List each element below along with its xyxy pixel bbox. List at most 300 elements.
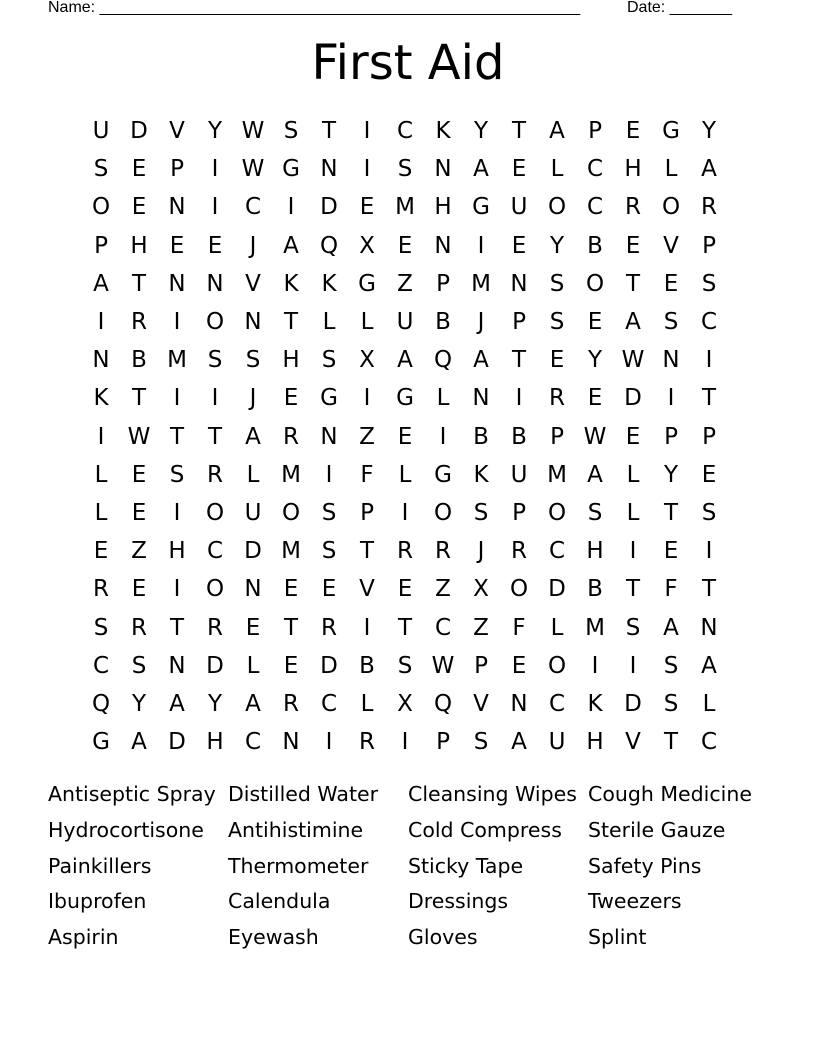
grid-letter: H xyxy=(624,156,642,183)
grid-letter: O xyxy=(585,270,605,297)
grid-letter: I xyxy=(515,385,523,412)
word-list-item: Distilled Water xyxy=(228,782,379,806)
grid-letter: E xyxy=(701,461,717,488)
grid-letter: K xyxy=(587,690,603,717)
grid-letter: I xyxy=(211,194,219,221)
grid-row xyxy=(82,647,728,685)
grid-letter: T xyxy=(131,385,147,412)
grid-letter: I xyxy=(363,614,371,641)
grid-letter: E xyxy=(93,538,109,565)
grid-letter: I xyxy=(97,423,105,450)
grid-letter: N xyxy=(206,270,224,297)
grid-letter: P xyxy=(436,270,450,297)
grid-letter: Z xyxy=(359,423,375,450)
grid-letter: L xyxy=(436,385,450,412)
word-list-item: Antihistimine xyxy=(228,817,364,842)
grid-letter: Q xyxy=(91,690,111,717)
grid-letter: I xyxy=(211,156,219,183)
grid-letter: E xyxy=(511,652,527,679)
grid-letter: O xyxy=(281,499,301,526)
grid-letter: J xyxy=(477,309,485,336)
grid-letter: B xyxy=(473,423,489,450)
grid-letter: D xyxy=(624,385,642,412)
word-list-item: Thermometer xyxy=(228,853,369,878)
grid-letter: E xyxy=(131,194,147,221)
grid-letter: E xyxy=(587,385,603,412)
grid-letter: L xyxy=(246,461,260,488)
grid-letter: G xyxy=(662,118,680,145)
grid-letter: G xyxy=(396,385,414,412)
grid-letter: S xyxy=(473,729,489,756)
grid-letter: A xyxy=(701,652,717,679)
grid-letter: O xyxy=(661,194,681,221)
grid-letter: E xyxy=(207,232,223,259)
grid-letter: L xyxy=(550,156,564,183)
grid-letter: L xyxy=(94,499,108,526)
grid-letter: W xyxy=(241,118,265,145)
grid-letter: Z xyxy=(473,614,489,641)
grid-letter: I xyxy=(363,156,371,183)
grid-letter: T xyxy=(625,576,641,603)
grid-letter: O xyxy=(547,499,567,526)
grid-letter: N xyxy=(434,156,452,183)
grid-letter: Y xyxy=(131,690,147,717)
grid-row xyxy=(82,341,728,379)
grid-letter: F xyxy=(664,576,678,603)
grid-letter: B xyxy=(435,309,451,336)
grid-letter: W xyxy=(621,347,645,374)
grid-letter: C xyxy=(548,538,566,565)
grid-letter: M xyxy=(585,614,605,641)
grid-letter: M xyxy=(167,347,187,374)
grid-letter: G xyxy=(472,194,490,221)
grid-letter: S xyxy=(207,347,223,374)
grid-letter: I xyxy=(173,576,181,603)
grid-letter: T xyxy=(397,614,413,641)
grid-letter: I xyxy=(211,385,219,412)
grid-letter: I xyxy=(477,232,485,259)
grid-letter: I xyxy=(363,385,371,412)
word-list-item: Cough Medicine xyxy=(588,782,752,806)
grid-letter: E xyxy=(397,423,413,450)
word-list-item: Hydrocortisone xyxy=(48,817,204,842)
grid-letter: C xyxy=(586,194,604,221)
grid-letter: B xyxy=(587,576,603,603)
grid-letter: E xyxy=(283,385,299,412)
grid-letter: Y xyxy=(207,118,223,145)
grid-letter: N xyxy=(168,270,186,297)
grid-letter: N xyxy=(282,729,300,756)
grid-letter: S xyxy=(549,270,565,297)
grid-letter: T xyxy=(207,423,223,450)
letter-grid xyxy=(82,112,728,761)
grid-letter: N xyxy=(472,385,490,412)
grid-letter: L xyxy=(626,461,640,488)
grid-letter: I xyxy=(173,385,181,412)
grid-letter: L xyxy=(550,614,564,641)
grid-letter: N xyxy=(244,576,262,603)
grid-row xyxy=(82,112,728,150)
grid-letter: S xyxy=(131,652,147,679)
grid-letter: A xyxy=(473,347,489,374)
grid-letter: I xyxy=(629,652,637,679)
grid-letter: M xyxy=(281,461,301,488)
grid-letter: M xyxy=(471,270,491,297)
grid-letter: H xyxy=(586,538,604,565)
grid-letter: S xyxy=(321,347,337,374)
grid-letter: H xyxy=(282,347,300,374)
grid-letter: M xyxy=(547,461,567,488)
grid-letter: I xyxy=(173,309,181,336)
grid-letter: S xyxy=(283,118,299,145)
grid-letter: R xyxy=(207,461,223,488)
grid-letter: B xyxy=(511,423,527,450)
grid-letter: S xyxy=(701,270,717,297)
grid-letter: E xyxy=(625,118,641,145)
grid-letter: U xyxy=(548,729,566,756)
grid-letter: R xyxy=(549,385,565,412)
grid-letter: O xyxy=(509,576,529,603)
grid-letter: E xyxy=(169,232,185,259)
grid-letter: S xyxy=(321,499,337,526)
grid-letter: Y xyxy=(701,118,717,145)
grid-letter: T xyxy=(511,347,527,374)
grid-letter: K xyxy=(435,118,451,145)
grid-letter: H xyxy=(586,729,604,756)
grid-letter: J xyxy=(477,538,485,565)
grid-letter: Z xyxy=(435,576,451,603)
grid-letter: G xyxy=(92,729,110,756)
grid-letter: N xyxy=(168,652,186,679)
grid-letter: O xyxy=(547,652,567,679)
grid-letter: S xyxy=(549,309,565,336)
word-list-item: Splint xyxy=(588,925,647,950)
grid-letter: P xyxy=(664,423,678,450)
grid-letter: P xyxy=(702,232,716,259)
grid-letter: C xyxy=(244,729,262,756)
grid-letter: K xyxy=(473,461,489,488)
grid-letter: U xyxy=(92,118,110,145)
grid-letter: S xyxy=(397,156,413,183)
grid-letter: L xyxy=(664,156,678,183)
grid-letter: T xyxy=(663,499,679,526)
grid-letter: A xyxy=(93,270,109,297)
grid-letter: O xyxy=(547,194,567,221)
grid-letter: S xyxy=(245,347,261,374)
grid-letter: V xyxy=(473,690,489,717)
grid-letter: X xyxy=(473,576,489,603)
grid-letter: R xyxy=(283,690,299,717)
grid-letter: K xyxy=(321,270,337,297)
grid-letter: I xyxy=(705,538,713,565)
grid-letter: S xyxy=(663,690,679,717)
grid-letter: H xyxy=(130,232,148,259)
grid-letter: T xyxy=(283,309,299,336)
grid-letter: L xyxy=(626,499,640,526)
grid-letter: R xyxy=(511,538,527,565)
grid-letter: N xyxy=(510,690,528,717)
grid-letter: B xyxy=(131,347,147,374)
grid-letter: D xyxy=(548,576,566,603)
grid-letter: A xyxy=(663,614,679,641)
grid-row xyxy=(82,150,728,188)
grid-letter: C xyxy=(396,118,414,145)
grid-letter: G xyxy=(320,385,338,412)
grid-row xyxy=(82,227,728,265)
grid-letter: E xyxy=(663,538,679,565)
grid-letter: N xyxy=(320,156,338,183)
grid-letter: E xyxy=(663,270,679,297)
grid-row xyxy=(82,608,728,646)
grid-letter: N xyxy=(434,232,452,259)
grid-letter: A xyxy=(169,690,185,717)
grid-row xyxy=(82,570,728,608)
grid-letter: P xyxy=(94,232,108,259)
grid-letter: N xyxy=(510,270,528,297)
grid-letter: Q xyxy=(433,347,453,374)
grid-letter: D xyxy=(624,690,642,717)
word-list-item: Calendula xyxy=(228,889,331,914)
grid-letter: I xyxy=(401,499,409,526)
grid-letter: T xyxy=(283,614,299,641)
grid-letter: S xyxy=(701,499,717,526)
grid-row xyxy=(82,456,728,494)
grid-letter: C xyxy=(548,690,566,717)
grid-letter: Y xyxy=(207,690,223,717)
grid-letter: Q xyxy=(319,232,339,259)
grid-letter: E xyxy=(131,576,147,603)
grid-letter: X xyxy=(359,232,375,259)
grid-letter: R xyxy=(701,194,717,221)
grid-letter: Y xyxy=(473,118,489,145)
grid-letter: G xyxy=(434,461,452,488)
grid-row xyxy=(82,188,728,226)
grid-letter: C xyxy=(320,690,338,717)
grid-letter: N xyxy=(92,347,110,374)
grid-letter: T xyxy=(625,270,641,297)
grid-letter: S xyxy=(397,652,413,679)
word-list-item: Tweezers xyxy=(588,889,682,914)
grid-letter: W xyxy=(583,423,607,450)
word-list-item: Cold Compress xyxy=(408,817,562,842)
grid-letter: J xyxy=(249,385,257,412)
grid-letter: A xyxy=(511,729,527,756)
grid-letter: K xyxy=(93,385,109,412)
grid-letter: S xyxy=(663,309,679,336)
grid-letter: F xyxy=(360,461,374,488)
grid-letter: U xyxy=(396,309,414,336)
grid-letter: C xyxy=(434,614,452,641)
grid-letter: O xyxy=(205,499,225,526)
name-line: Name: ______________________________________________________ xyxy=(48,0,581,16)
grid-letter: E xyxy=(131,156,147,183)
grid-row xyxy=(82,265,728,303)
grid-letter: N xyxy=(662,347,680,374)
grid-letter: W xyxy=(241,156,265,183)
grid-letter: S xyxy=(625,614,641,641)
grid-letter: B xyxy=(359,652,375,679)
grid-letter: A xyxy=(587,461,603,488)
word-list-item: Cleansing Wipes xyxy=(408,782,577,806)
grid-letter: D xyxy=(130,118,148,145)
grid-letter: L xyxy=(360,690,374,717)
grid-letter: F xyxy=(512,614,526,641)
grid-letter: E xyxy=(131,499,147,526)
grid-letter: C xyxy=(244,194,262,221)
grid-letter: R xyxy=(625,194,641,221)
grid-letter: P xyxy=(170,156,184,183)
grid-letter: H xyxy=(168,538,186,565)
grid-letter: E xyxy=(245,614,261,641)
grid-letter: A xyxy=(397,347,413,374)
grid-letter: G xyxy=(358,270,376,297)
grid-letter: Y xyxy=(549,232,565,259)
grid-letter: T xyxy=(701,576,717,603)
grid-letter: N xyxy=(700,614,718,641)
grid-letter: X xyxy=(397,690,413,717)
grid-letter: M xyxy=(395,194,415,221)
grid-letter: P xyxy=(512,309,526,336)
grid-letter: X xyxy=(359,347,375,374)
grid-letter: V xyxy=(359,576,375,603)
date-line: Date: _______ xyxy=(627,0,732,16)
grid-letter: D xyxy=(320,652,338,679)
grid-letter: C xyxy=(700,729,718,756)
grid-letter: U xyxy=(510,194,528,221)
grid-letter: Z xyxy=(397,270,413,297)
grid-letter: R xyxy=(321,614,337,641)
grid-letter: E xyxy=(397,232,413,259)
grid-letter: S xyxy=(93,156,109,183)
grid-letter: C xyxy=(92,652,110,679)
grid-letter: D xyxy=(320,194,338,221)
grid-letter: L xyxy=(94,461,108,488)
grid-letter: V xyxy=(663,232,679,259)
grid-letter: E xyxy=(397,576,413,603)
grid-row xyxy=(82,379,728,417)
grid-letter: Q xyxy=(433,690,453,717)
grid-letter: P xyxy=(436,729,450,756)
grid-letter: Y xyxy=(587,347,603,374)
word-list-item: Eyewash xyxy=(228,925,319,950)
grid-letter: I xyxy=(325,461,333,488)
word-list-item: Painkillers xyxy=(48,853,152,878)
grid-letter: I xyxy=(401,729,409,756)
grid-letter: N xyxy=(320,423,338,450)
grid-letter: Z xyxy=(131,538,147,565)
grid-letter: C xyxy=(700,309,718,336)
word-list-item: Safety Pins xyxy=(588,853,702,878)
grid-letter: L xyxy=(360,309,374,336)
grid-letter: U xyxy=(510,461,528,488)
grid-letter: I xyxy=(287,194,295,221)
grid-letter: I xyxy=(667,385,675,412)
grid-letter: V xyxy=(245,270,261,297)
grid-letter: R xyxy=(131,614,147,641)
grid-letter: M xyxy=(281,538,301,565)
grid-letter: S xyxy=(321,538,337,565)
grid-letter: S xyxy=(473,499,489,526)
grid-letter: R xyxy=(283,423,299,450)
grid-letter: O xyxy=(205,576,225,603)
grid-letter: O xyxy=(205,309,225,336)
grid-letter: I xyxy=(591,652,599,679)
grid-letter: V xyxy=(625,729,641,756)
grid-row xyxy=(82,532,728,570)
grid-letter: T xyxy=(169,614,185,641)
grid-letter: I xyxy=(629,538,637,565)
grid-letter: H xyxy=(206,729,224,756)
grid-row xyxy=(82,418,728,456)
grid-letter: E xyxy=(549,347,565,374)
grid-letter: Y xyxy=(663,461,679,488)
grid-letter: R xyxy=(397,538,413,565)
grid-letter: E xyxy=(625,423,641,450)
grid-letter: I xyxy=(173,499,181,526)
grid-letter: I xyxy=(363,118,371,145)
grid-letter: T xyxy=(131,270,147,297)
grid-letter: A xyxy=(245,690,261,717)
word-list-item: Antiseptic Spray xyxy=(48,782,216,806)
grid-letter: W xyxy=(431,652,455,679)
grid-letter: S xyxy=(663,652,679,679)
word-list-item: Ibuprofen xyxy=(48,889,147,914)
grid-letter: D xyxy=(168,729,186,756)
grid-letter: L xyxy=(702,690,716,717)
grid-letter: T xyxy=(701,385,717,412)
grid-row xyxy=(82,303,728,341)
grid-letter: D xyxy=(206,652,224,679)
grid-letter: L xyxy=(322,309,336,336)
grid-letter: T xyxy=(359,538,375,565)
grid-letter: O xyxy=(91,194,111,221)
grid-letter: H xyxy=(434,194,452,221)
grid-letter: P xyxy=(474,652,488,679)
grid-letter: N xyxy=(244,309,262,336)
word-list-item: Sticky Tape xyxy=(408,853,524,878)
grid-letter: E xyxy=(131,461,147,488)
grid-letter: E xyxy=(283,576,299,603)
grid-letter: R xyxy=(435,538,451,565)
grid-letter: G xyxy=(282,156,300,183)
grid-letter: P xyxy=(360,499,374,526)
word-list-item: Sterile Gauze xyxy=(588,817,726,842)
grid-letter: T xyxy=(511,118,527,145)
grid-letter: R xyxy=(207,614,223,641)
grid-letter: O xyxy=(433,499,453,526)
grid-letter: E xyxy=(321,576,337,603)
grid-letter: T xyxy=(321,118,337,145)
grid-letter: A xyxy=(701,156,717,183)
grid-letter: I xyxy=(439,423,447,450)
grid-letter: I xyxy=(705,347,713,374)
grid-letter: L xyxy=(246,652,260,679)
grid-letter: E xyxy=(359,194,375,221)
grid-letter: R xyxy=(93,576,109,603)
word-list-item: Gloves xyxy=(408,925,478,950)
grid-letter: A xyxy=(625,309,641,336)
grid-letter: B xyxy=(587,232,603,259)
grid-row xyxy=(82,685,728,723)
grid-row xyxy=(82,494,728,532)
grid-letter: P xyxy=(702,423,716,450)
grid-letter: E xyxy=(511,232,527,259)
grid-letter: E xyxy=(625,232,641,259)
grid-letter: N xyxy=(168,194,186,221)
grid-letter: T xyxy=(663,729,679,756)
grid-letter: E xyxy=(283,652,299,679)
grid-letter: C xyxy=(206,538,224,565)
